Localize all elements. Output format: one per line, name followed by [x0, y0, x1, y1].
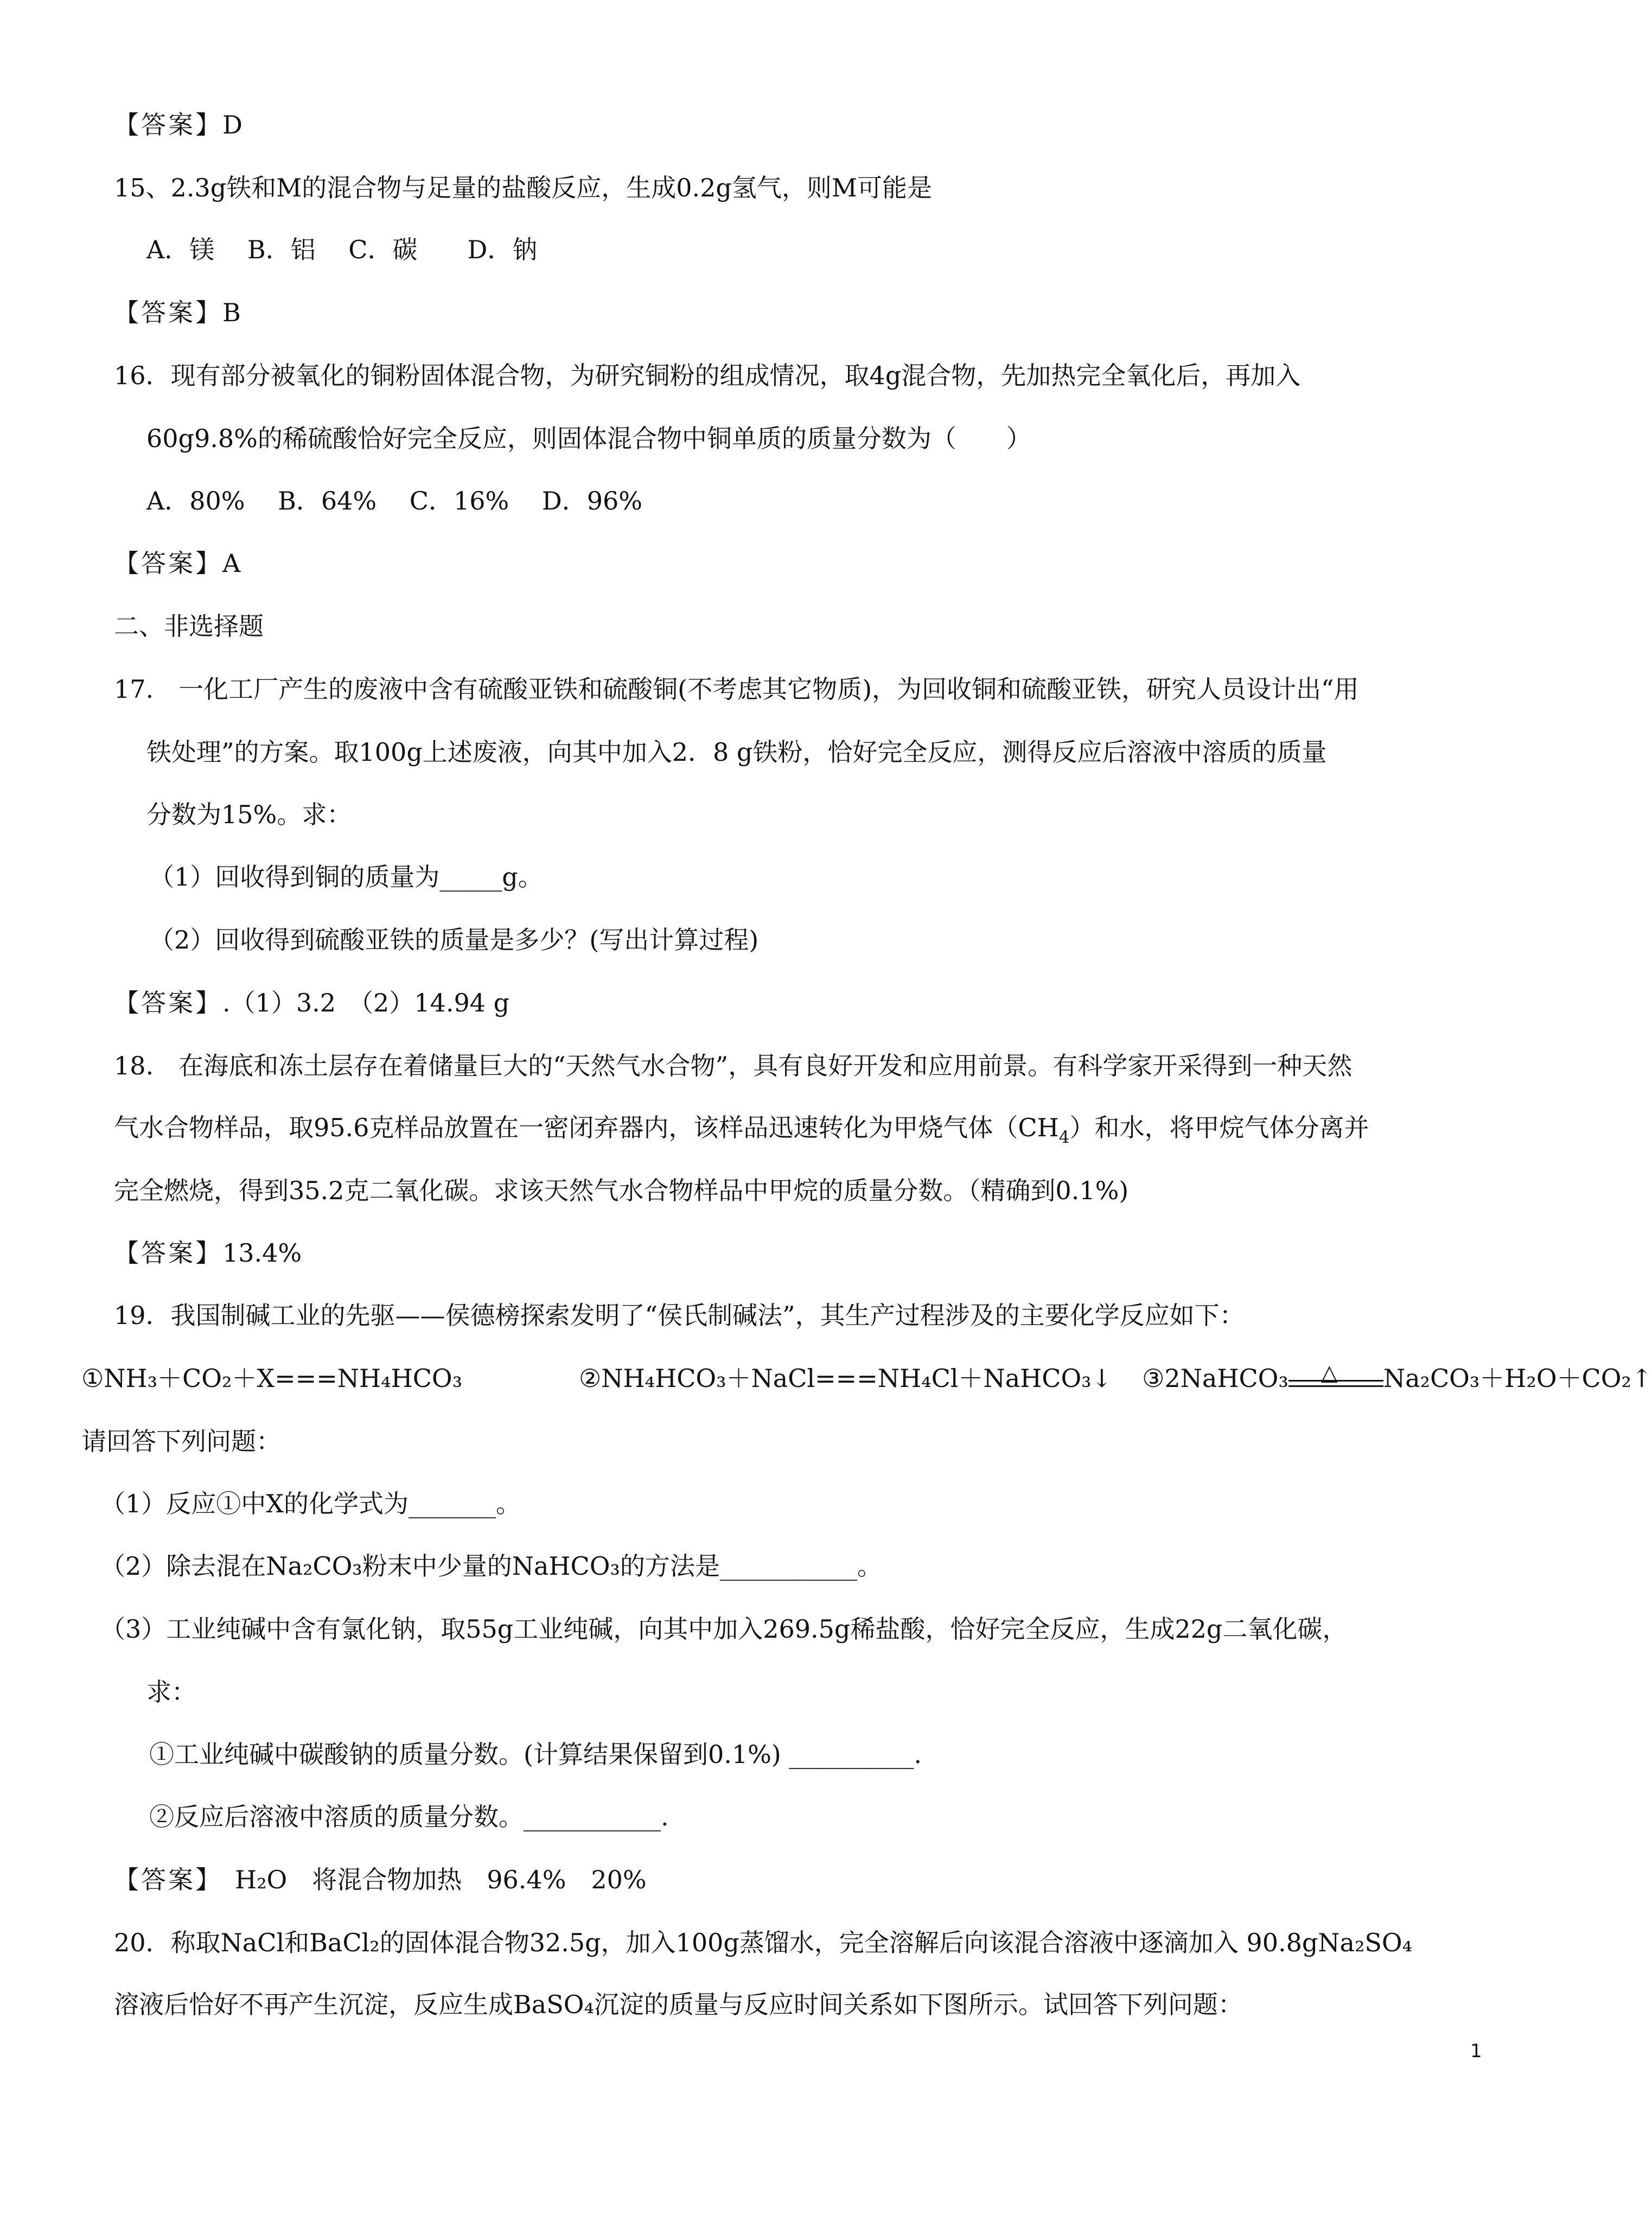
answer-value: .（1）3.2 （2）14.94 g: [222, 988, 510, 1017]
question-15-options: A．镁 B．铝 C．碳 D．钠: [146, 235, 538, 264]
question-17-line: 铁处理”的方案。取100g上述废液，向其中加入2．8 g铁粉，恰好完全反应，测得反应后溶液中溶质的质量: [146, 737, 1327, 767]
question-20-line: 20．称取NaCl和BaCl₂的固体混合物32.5g，加入100g蒸馏水，完全溶解后向该混合溶液中逐滴加入 90.8gNa₂SO₄: [114, 1928, 1413, 1957]
delta-icon: △: [1321, 1360, 1338, 1385]
question-19-sub: ②反应后溶液中溶质的质量分数。___________.: [149, 1802, 669, 1831]
question-19-sub: ①工业纯碱中碳酸钠的质量分数。(计算结果保留到0.1%) __________.: [149, 1740, 922, 1769]
question-17-line: 分数为15%。求：: [146, 800, 352, 829]
equation-2: ②NH₄HCO₃＋NaCl===NH₄Cl＋NaHCO₃↓: [579, 1364, 1113, 1393]
equation-3-right: Na₂CO₃＋H₂O＋CO₂↑: [1383, 1364, 1652, 1393]
question-17-sub: （1）回收得到铜的质量为_____g。: [149, 862, 543, 892]
answer-line: [114, 1237, 302, 1269]
question-16-options: A．80% B．64% C．16% D．96%: [146, 486, 642, 516]
page-number: 1: [1470, 2040, 1482, 2062]
answer-line: [114, 1863, 647, 1896]
answer-value: H₂O 将混合物加热 96.4% 20%: [210, 1865, 647, 1894]
answer-line: [114, 296, 241, 329]
question-19-sub: 求：: [146, 1677, 196, 1707]
answer-label: 【答案】: [114, 1865, 210, 1894]
question-15-stem: 15、2.3g铁和M的混合物与足量的盐酸反应，生成0.2g氢气，则M可能是: [114, 173, 932, 202]
question-19-prompt: 请回答下列问题：: [81, 1427, 281, 1456]
question-18-line: 18. 在海底和冻土层存在着储量巨大的“天然气水合物”，具有良好开发和应用前景。有科学家开采得到一种天然: [114, 1051, 1353, 1080]
equation-line: [81, 1362, 1652, 1395]
heat-condition-arrow: [1289, 1362, 1383, 1395]
question-17-line: 17. 一化工厂产生的废液中含有硫酸亚铁和硫酸铜(不考虑其它物质)，为回收铜和硫酸亚铁，研究人员设计出“用: [114, 674, 1359, 704]
answer-line: [114, 987, 509, 1019]
answer-line: [114, 109, 243, 141]
answer-label: 【答案】: [114, 110, 222, 139]
answer-label: 【答案】: [114, 549, 222, 578]
question-19-sub: （3）工业纯碱中含有氯化钠，取55g工业纯碱，向其中加入269.5g稀盐酸，恰好完全反应，生成22g二氧化碳，: [100, 1614, 1348, 1644]
question-18-text: ）和水，将甲烷气体分离并: [1069, 1113, 1369, 1142]
question-17-sub: （2）回收得到硫酸亚铁的质量是多少？(写出计算过程): [149, 925, 759, 954]
question-19-sub: （2）除去混在Na₂CO₃粉末中少量的NaHCO₃的方法是___________。: [100, 1551, 882, 1581]
question-18-line: [114, 1111, 1369, 1147]
question-20-line: 溶液后恰好不再产生沉淀，反应生成BaSO₄沉淀的质量与反应时间关系如下图所示。试回答下列问题：: [114, 1990, 1243, 2019]
answer-label: 【答案】: [114, 298, 222, 327]
answer-label: 【答案】: [114, 1238, 222, 1268]
question-18-text: 气水合物样品，取95.6克样品放置在一密闭弃器内，该样品迅速转化为甲烧气体（CH: [114, 1113, 1059, 1142]
answer-label: 【答案】: [114, 988, 222, 1017]
question-19-sub: （1）反应①中X的化学式为_______。: [100, 1489, 521, 1518]
answer-value: 13.4%: [222, 1238, 302, 1268]
question-18-line: 完全燃烧，得到35.2克二氧化碳。求该天然气水合物样品中甲烷的质量分数。（精确到0.1%): [114, 1176, 1129, 1205]
answer-value: B: [222, 298, 241, 327]
answer-line: [114, 547, 240, 580]
answer-value: D: [222, 110, 243, 139]
subscript: 4: [1058, 1128, 1070, 1147]
equation-1: ①NH₃＋CO₂＋X===NH₄HCO₃: [81, 1364, 463, 1393]
equation-3-left: ③2NaHCO₃: [1142, 1364, 1289, 1393]
section-heading: 二、非选择题: [114, 612, 264, 641]
question-16-line: 16．现有部分被氧化的铜粉固体混合物，为研究铜粉的组成情况，取4g混合物，先加热完全氧化后，再加入: [114, 361, 1301, 390]
answer-value: A: [222, 549, 241, 578]
question-19-line: 19．我国制碱工业的先驱——侯德榜探索发明了“侯氏制碱法”，其生产过程涉及的主要化学反应如下：: [114, 1301, 1245, 1330]
question-16-line: 60g9.8%的稀硫酸恰好完全反应，则固体混合物中铜单质的质量分数为（ ）: [146, 424, 1031, 453]
